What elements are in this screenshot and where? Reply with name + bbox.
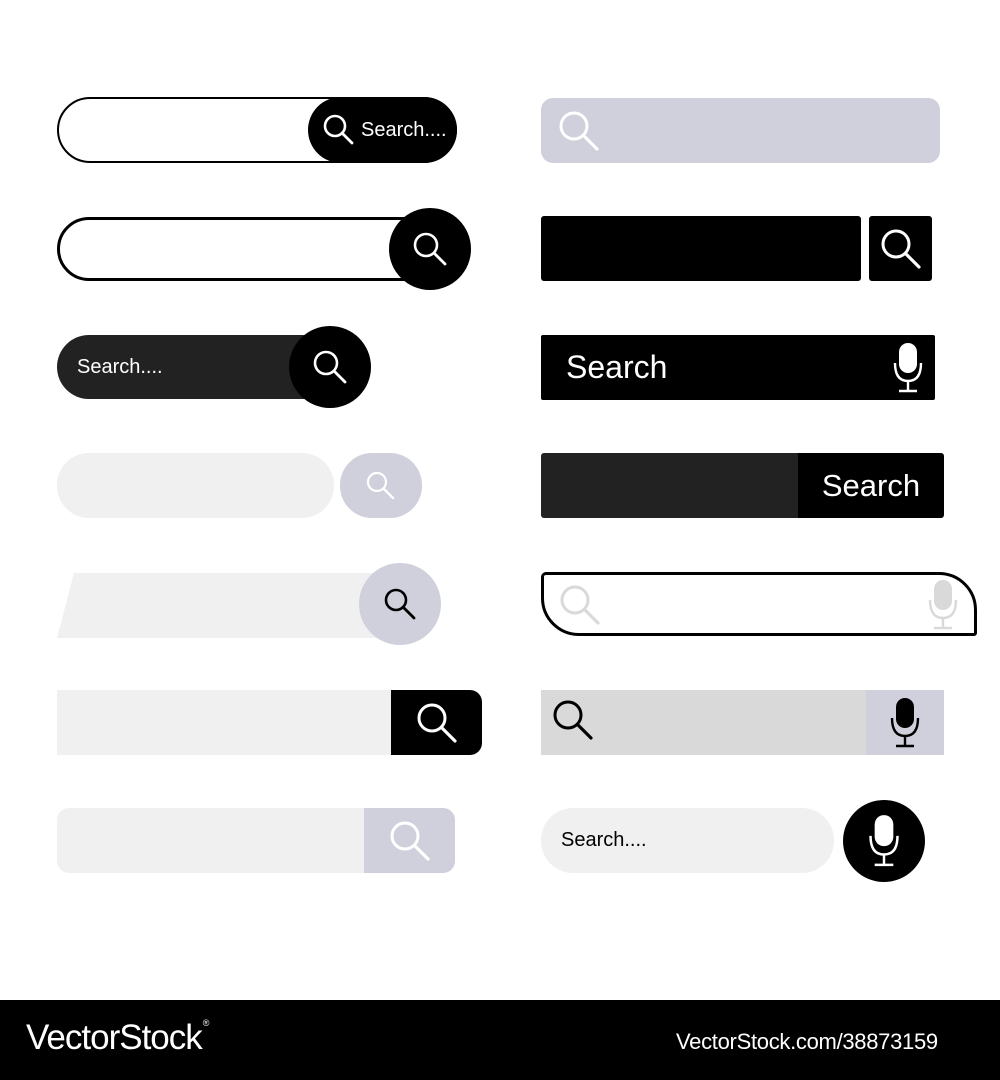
microphone-icon[interactable] xyxy=(893,341,923,395)
search-input[interactable] xyxy=(57,573,397,638)
search-button[interactable] xyxy=(359,563,441,645)
microphone-icon xyxy=(868,813,900,869)
search-bar-10[interactable] xyxy=(541,335,935,400)
search-bar-9 xyxy=(541,216,932,281)
microphone-button[interactable] xyxy=(866,690,944,755)
search-icon xyxy=(877,225,925,273)
search-input[interactable] xyxy=(541,808,834,873)
search-bar-3 xyxy=(57,326,371,408)
microphone-icon[interactable] xyxy=(928,578,958,632)
search-bar-6 xyxy=(57,690,482,755)
microphone-button[interactable] xyxy=(843,800,925,882)
search-input[interactable] xyxy=(541,690,867,755)
search-input[interactable] xyxy=(57,453,334,518)
search-button[interactable] xyxy=(389,208,471,290)
search-icon xyxy=(310,347,350,387)
search-button-label: Search xyxy=(821,467,921,503)
microphone-icon xyxy=(890,696,920,750)
search-bar-14 xyxy=(541,800,926,882)
brand-name: VectorStock xyxy=(26,1018,202,1057)
search-icon xyxy=(386,817,434,865)
search-button[interactable] xyxy=(289,326,371,408)
search-button-label: Search.... xyxy=(361,118,447,141)
search-icon xyxy=(380,584,420,624)
search-bar-4 xyxy=(57,453,422,518)
image-reference: VectorStock.com/38873159 xyxy=(676,1029,938,1054)
search-button[interactable] xyxy=(798,453,944,518)
search-input[interactable] xyxy=(541,216,861,281)
search-input[interactable] xyxy=(57,217,437,281)
search-icon xyxy=(321,112,357,148)
search-input[interactable] xyxy=(57,808,364,873)
search-input[interactable] xyxy=(541,453,799,518)
search-icon xyxy=(364,469,398,503)
search-icon xyxy=(410,229,450,269)
search-bar-12[interactable] xyxy=(541,572,977,636)
search-placeholder: Search.... xyxy=(77,355,163,378)
brand-logo xyxy=(26,1018,208,1058)
search-bar-7 xyxy=(57,808,455,873)
search-bar-1 xyxy=(57,97,457,163)
search-icon xyxy=(556,581,604,629)
search-button[interactable] xyxy=(391,690,482,755)
search-button[interactable] xyxy=(340,453,422,518)
search-bar-13 xyxy=(541,690,944,755)
search-input[interactable] xyxy=(57,690,397,755)
search-button[interactable] xyxy=(308,97,457,163)
brand-mark: ® xyxy=(202,1018,209,1028)
search-icon xyxy=(549,696,597,744)
search-bar-8[interactable] xyxy=(541,98,940,163)
search-icon xyxy=(555,107,603,155)
search-label: Search xyxy=(566,349,668,385)
search-button[interactable] xyxy=(869,216,932,281)
search-bar-11 xyxy=(541,453,944,518)
search-bar-2 xyxy=(57,208,472,290)
search-icon xyxy=(413,699,461,747)
search-bar-5 xyxy=(57,563,442,645)
search-placeholder: Search.... xyxy=(561,829,647,851)
search-button[interactable] xyxy=(364,808,455,873)
